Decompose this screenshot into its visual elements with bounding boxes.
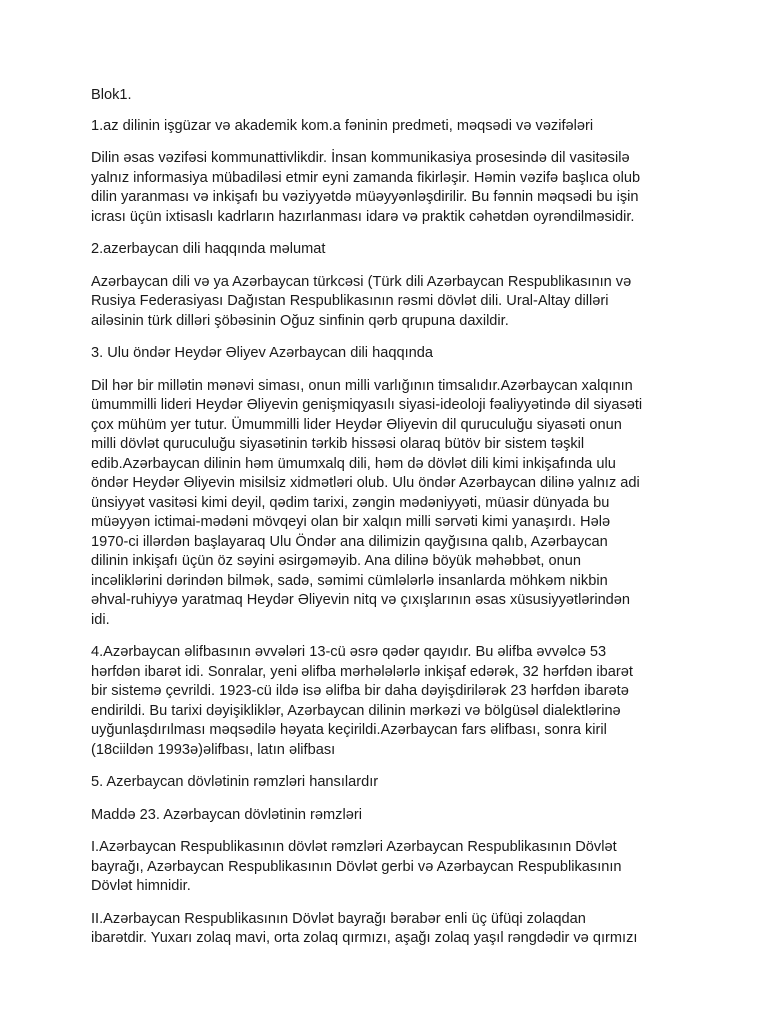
text-line: edib.Azərbaycan dilinin həm ümumxalq dili, həm də dövlət dili kimi inkişafında ulu xyxy=(91,455,616,472)
text-line: dilin yaranması və inkişafı bu vəziyyətdə müəyyənləşdirilir. Bu fənnin məqsədi bu işin xyxy=(91,189,639,205)
text-line: uyğunlaşdırılması məqsədilə həyata keçirildi.Azərbaycan fars əlifbası, sonra kiril xyxy=(91,722,607,738)
text-line: əhval-ruhiyyə yaratmaq Heydər Əliyevin nitq və çıxışlarının əsas xüsusiyyətlərindən xyxy=(91,592,631,608)
text-line: çox mühüm yer tutur. Ümummilli lider Heydər Əliyevin dil quruculuğu siyasəti onun xyxy=(91,416,622,433)
text-line: 1.az dilinin işgüzar və akademik kom.a fəninin predmeti, məqsədi və vəzifələri xyxy=(91,117,594,134)
heading-line xyxy=(91,240,691,260)
text-line: incəliklərini dərindən bilmək, sadə, səmimi cümlələrlə insanlarda möhkəm nikbin xyxy=(91,572,608,589)
text-line: Azərbaycan dili və ya Azərbaycan türkcəsi (Türk dili Azərbaycan Respublikasının və xyxy=(91,273,632,290)
text-line: 2.azerbaycan dili haqqında məlumat xyxy=(91,241,326,257)
text-line: endirildi. Bu tarixi dəyişikliklər, Azərbaycan dilinin mərkəzi və bölgüsəl dialektlərinə xyxy=(91,702,621,719)
text-line: Dil hər bir millətin mənəvi siması, onun milli varlığının timsalıdır.Azərbaycan xalqının xyxy=(91,377,633,394)
heading-line xyxy=(91,117,691,137)
text-line: müəyyən ictimai-mədəni mövqeyi olan bir xalqın milli sərvəti kimi yanaşırdı. Hələ xyxy=(91,514,611,530)
text-line: bir sistemə çevrildi. 1923-cü ildə isə əlifba bir daha dəyişdirilərək 23 hərfdən ibarətə xyxy=(91,683,629,699)
text-line: Maddə 23. Azərbaycan dövlətinin rəmzləri xyxy=(91,806,362,823)
text-line: idi. xyxy=(91,611,110,628)
text-line: icrası üçün ixtisaslı kadrların hazırlanması idarə və praktik cəhətdən oyrəndilməsidir. xyxy=(91,208,635,225)
text-line: ailəsinin türk dilləri şöbəsinin Oğuz sinfinin qərb qrupuna daxildir. xyxy=(91,312,509,329)
paragraph-list xyxy=(91,117,691,949)
text-line: Dilin əsas vəzifəsi kommunattivlikdir. İnsan kommunikasiya prosesində dil vasitəsilə xyxy=(91,150,630,166)
paragraph xyxy=(91,377,691,631)
paragraph xyxy=(91,273,691,332)
paragraph xyxy=(91,910,691,949)
paragraph xyxy=(91,838,691,897)
text-line: Rusiya Federasiyası Dağıstan Respublikasının rəsmi dövlət dili. Ural-Altay dilləri xyxy=(91,293,609,309)
text-line: ibarətdir. Yuxarı zolaq mavi, orta zolaq qırmızı, aşağı zolaq yaşıl rəngdədir və qırmızı xyxy=(91,930,638,946)
paragraph xyxy=(91,643,691,760)
document-body xyxy=(91,86,691,962)
text-line: hərfdən ibarət idi. Sonralar, yeni əlifba mərhələlərlə inkişaf edərək, 32 hərfdən ibarət xyxy=(91,663,633,680)
text-line: (18ciildən 1993ə)əlifbası, latın əlifbası xyxy=(91,741,336,758)
text-line: I.Azərbaycan Respublikasının dövlət rəmzləri Azərbaycan Respublikasının Dövlət xyxy=(91,839,617,855)
text-line: milli dövlət quruculuğu siyasətinin tərkib hissəsi olaraq bütöv bir sistem təşkil xyxy=(91,436,585,452)
text-line: bayrağı, Azərbaycan Respublikasının Dövlət gerbi və Azərbaycan Respublikasının xyxy=(91,858,622,875)
heading-line xyxy=(91,344,691,364)
text-line: öndər Heydər Əliyevin misilsiz xidmətləri olub. Ulu öndər Azərbaycan dilinə yalnız adi xyxy=(91,475,640,491)
document-title: Blok1. xyxy=(91,87,132,103)
text-line: 4.Azərbaycan əlifbasının əvvələri 13-cü əsrə qədər qayıdır. Bu əlifba əvvəlcə 53 xyxy=(91,644,607,660)
text-line: II.Azərbaycan Respublikasının Dövlət bayrağı bərabər enli üç üfüqi zolaqdan xyxy=(91,910,586,927)
text-line: dilinin inkişafı üçün öz səyini əsirgəməyib. Ana dilinə böyük məhəbbət, onun xyxy=(91,553,581,569)
text-line: 1970-ci illərdən başlayaraq Ulu Öndər ana dilimizin qayğısına qalıb, Azərbaycan xyxy=(91,533,608,550)
text-line: ünsiyyət vasitəsi kimi deyil, qədim tarixi, zəngin mədəniyyəti, müasir dünyada bu xyxy=(91,494,610,511)
text-line: 3. Ulu öndər Heydər Əliyev Azərbaycan dili haqqında xyxy=(91,345,433,361)
text-line: ümummilli lideri Heydər Əliyevin genişmiqyasılı siyasi-ideoloji fəaliyyətində dil siyasəti xyxy=(91,397,643,413)
text-line: 5. Azerbaycan dövlətinin rəmzləri hansılardır xyxy=(91,774,379,790)
text-line: yalnız informasiya mübadiləsi etmir eyni zamanda fikirləşir. Həmin vəzifə başlıca olub xyxy=(91,169,641,186)
text-line: Dövlət himnidir. xyxy=(91,878,191,894)
paragraph xyxy=(91,149,691,227)
heading-line xyxy=(91,806,691,826)
heading-line xyxy=(91,773,691,793)
